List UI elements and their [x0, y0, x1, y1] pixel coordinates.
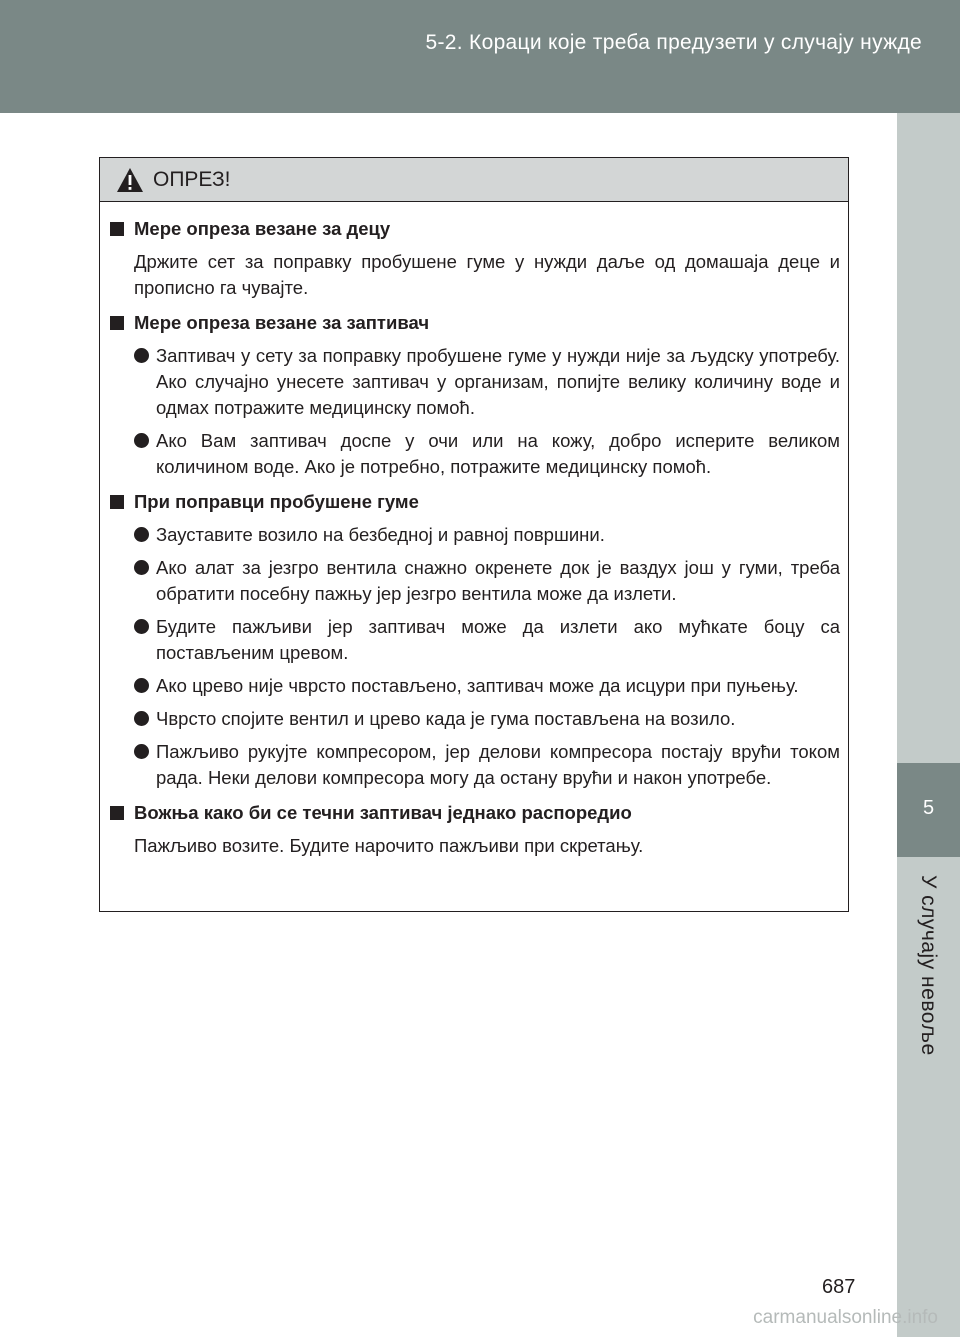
list-item-text: Ако алат за језгро вентила снажно окренете док је ваздух још у гуми, треба обратити посебну пажњу јер језгро вентила може да излети.	[156, 557, 840, 604]
bullet-dot-icon	[134, 560, 152, 575]
list-item	[110, 614, 840, 666]
list-item	[110, 343, 840, 421]
square-bullet-icon	[110, 806, 124, 820]
caution-section	[110, 489, 840, 791]
bullet-dot-icon	[134, 433, 152, 448]
caution-section	[110, 216, 840, 301]
section-heading: При поправци пробушене гуме	[134, 491, 419, 512]
square-bullet-icon	[110, 316, 124, 330]
list-item	[110, 555, 840, 607]
list-item-text: Пажљиво рукујте компресором, јер делови компресора постају врући током рада. Неки делови компресора могу да остану врући и након употребе.	[156, 741, 840, 788]
side-tab	[897, 113, 960, 1337]
chapter-title: У случају невоље	[917, 875, 940, 1056]
bullet-dot-icon	[134, 678, 152, 693]
section-heading: Мере опреза везане за заптивач	[134, 312, 430, 333]
bullet-dot-icon	[134, 744, 152, 759]
section-text: Држите сет за поправку пробушене гуме у нужди даље од домашаја деце и прописно га чувајте.	[134, 251, 840, 298]
list-item-text: Зауставите возило на безбедној и равној површини.	[156, 524, 605, 545]
section-heading: Мере опреза везане за децу	[134, 218, 391, 239]
list-item-text: Ако црево није чврсто постављено, заптивач може да исцури при пуњењу.	[156, 675, 799, 696]
bullet-dot-icon	[134, 527, 152, 542]
list-item	[110, 739, 840, 791]
bullet-dot-icon	[134, 348, 152, 363]
page-header	[0, 0, 960, 113]
caution-section	[110, 310, 840, 480]
list-item	[110, 428, 840, 480]
caution-title: ОПРЕЗ!	[153, 167, 231, 191]
section-title: 5-2. Кораци које треба предузети у случају нужде	[425, 31, 922, 54]
bullet-dot-icon	[134, 619, 152, 634]
chapter-number: 5	[922, 797, 935, 819]
list-item	[110, 522, 840, 548]
list-item-text: Будите пажљиви јер заптивач може да излети ако мућкате боцу са постављеним цревом.	[156, 616, 840, 663]
page-number: 687	[822, 1276, 856, 1298]
caution-header	[100, 158, 848, 202]
list-item-text: Ако Вам заптивач доспе у очи или на кожу, добро исперите великом количином воде. Ако је потребно, потражите медицинску помоћ.	[156, 430, 840, 477]
section-heading: Вожња како би се течни заптивач једнако распоредио	[134, 802, 632, 823]
watermark: carmanualsonline.info	[753, 1307, 938, 1328]
square-bullet-icon	[110, 222, 124, 236]
caution-box	[99, 157, 849, 912]
list-item-text: Заптивач у сету за поправку пробушене гуме у нужди није за људску употребу. Ако случајно унесете заптивач у организам, попијте велику количину воде и одмах потражите медицинску помоћ.	[156, 345, 840, 418]
list-item	[110, 673, 840, 699]
bullet-dot-icon	[134, 711, 152, 726]
square-bullet-icon	[110, 495, 124, 509]
list-item-text: Чврсто спојите вентил и црево када је гума постављена на возило.	[156, 708, 736, 729]
caution-body	[100, 202, 848, 859]
warning-triangle-icon	[116, 167, 144, 193]
section-text: Пажљиво возите. Будите нарочито пажљиви при скретању.	[134, 835, 644, 856]
list-item	[110, 706, 840, 732]
caution-section	[110, 800, 840, 859]
